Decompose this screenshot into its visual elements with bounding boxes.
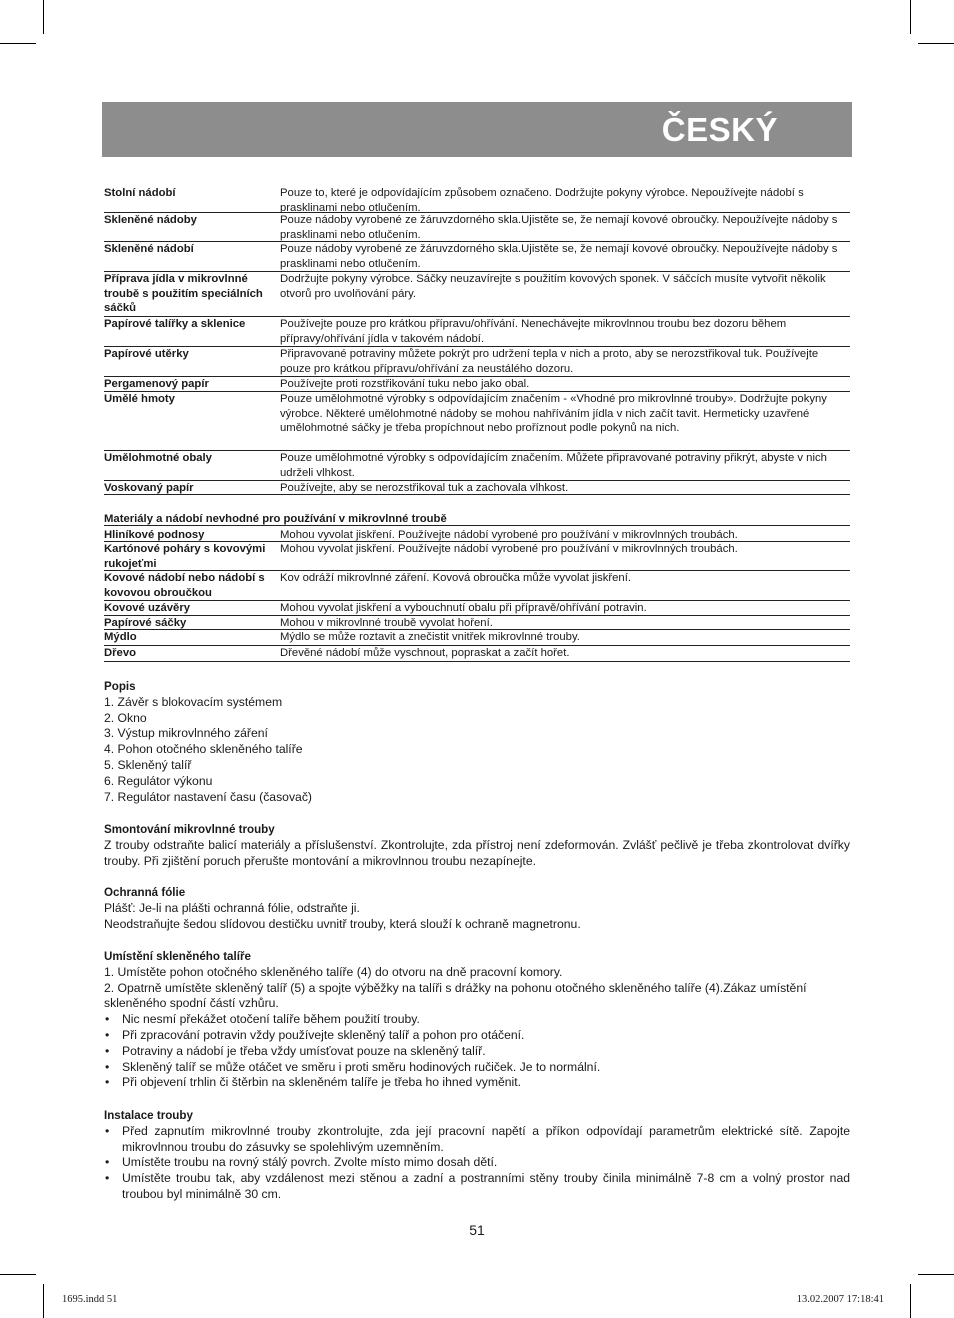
list-item-text: Nic nesmí překážet otočení talíře během použití trouby. (122, 1012, 420, 1027)
row-value: Mohou vyvolat jiskření a vybouchnutí obalu při přípravě/ohřívání potravin. (280, 602, 647, 614)
list-item (104, 1028, 850, 1044)
crop-mark (43, 0, 44, 34)
crop-mark (918, 43, 954, 44)
unsuitable-heading: Materiály a nádobí nevhodné pro používání v mikrovlnné troubě (104, 512, 850, 526)
list-item-text: Před zapnutím mikrovlnné trouby zkontrolujte, zda její pracovní napětí a příkon odpovídají parametrům elektrické sítě. Zapojte mikrovlnnou troubu do zásuvky se spolehlivým uzemněním. (122, 1123, 850, 1154)
table-row (104, 392, 850, 451)
section-heading: Umístění skleněného talíře (104, 950, 251, 963)
row-key: Příprava jídla v mikrovlnné troubě s použitím speciálních sáčků (104, 273, 263, 315)
list-item: 4. Pohon otočného skleněného talíře (104, 742, 303, 757)
page-title: ČESKÝ (661, 111, 778, 148)
table-row (104, 571, 850, 601)
list-item (104, 1060, 850, 1076)
row-key: Umělohmotné obaly (104, 452, 212, 464)
list-item (104, 1012, 850, 1028)
paragraph: 1. Umístěte pohon otočného skleněného talíře (4) do otvoru na dně pracovní komory. (104, 964, 563, 979)
table-row (104, 451, 850, 481)
paragraph: Plášť: Je-li na plášti ochranná fólie, odstraňte ji. (104, 900, 360, 915)
row-key: Pergamenový papír (104, 378, 209, 390)
bullet-icon: • (105, 1027, 110, 1042)
instalace-section (104, 1108, 850, 1203)
bullet-icon: • (105, 1123, 110, 1138)
row-value: Mýdlo se může roztavit a znečistit vnitřek mikrovlnné trouby. (280, 631, 580, 643)
unsuitable-materials-table (104, 528, 850, 662)
section-heading: Instalace trouby (104, 1109, 193, 1122)
row-key: Stolní nádobí (104, 187, 176, 199)
list-item-text: Skleněný talíř se může otáčet ve směru i proti směru hodinových ručiček. Je to normální. (122, 1059, 601, 1074)
table-row (104, 542, 850, 571)
table-row (104, 186, 850, 213)
row-value: Používejte proti rozstřikování tuku nebo jako obal. (280, 378, 530, 390)
table-row (104, 481, 850, 495)
row-value: Dřevěné nádobí může vyschnout, popraskat a začít hořet. (280, 647, 570, 659)
table-row (104, 601, 850, 616)
header-bar (102, 102, 852, 157)
popis-section (104, 679, 850, 805)
crop-mark (918, 1274, 954, 1275)
list-item: 3. Výstup mikrovlnného záření (104, 726, 268, 741)
row-value: Připravované potraviny můžete pokrýt pro udržení tepla v nich a proto, aby se nerozstřikoval tuk. Používejte pouze pro krátkou přípravu/ohřívání za neustálého dozoru. (280, 348, 819, 375)
table-row (104, 616, 850, 630)
row-value: Pouze umělohmotné výrobky s odpovídajícím značením - «Vhodné pro mikrovlnné trouby». Dodržujte pokyny výrobce. Některé umělohmotné nádoby se mohou nahříváním jídla v nich začít tavit. Hermeticky uzavřené umělohmotné sáčky je třeba propíchnout nebo proříznout podle pokynů na nich. (280, 393, 827, 435)
crop-mark (910, 0, 911, 34)
row-value: Dodržujte pokyny výrobce. Sáčky neuzavírejte s použitím kovových sponek. V sáčcích musíte vytvořit několik otvorů pro uvolňování páry. (280, 273, 826, 300)
crop-mark (910, 1284, 911, 1318)
row-key: Kartónové poháry s kovovými rukojeťmi (104, 543, 266, 570)
footer-file: 1695.indd 51 (62, 1294, 118, 1305)
list-item-text: Při zpracování potravin vždy používejte skleněný talíř a pohon pro otáčení. (122, 1027, 525, 1042)
list-item: 7. Regulátor nastavení času (časovač) (104, 789, 312, 804)
list-item (104, 1171, 850, 1203)
row-key: Umělé hmoty (104, 393, 175, 405)
row-value: Mohou vyvolat jiskření. Používejte nádobí vyrobené pro používání v mikrovlnných troubách. (280, 543, 738, 555)
table-row (104, 347, 850, 377)
bullet-icon: • (105, 1075, 110, 1090)
table-row (104, 646, 850, 662)
paragraph: 2. Opatrně umístěte skleněný talíř (5) a spojte výběžky na talíři s drážky na pohonu otočného skleněného talíře (4).Zákaz umístění skleněného spodní částí vzhůru. (104, 980, 807, 1011)
row-value: Pouze nádoby vyrobené ze žáruvzdorného skla.Ujistěte se, že nemají kovové obroučky. Nepoužívejte nádoby s prasklinami nebo otlučením. (280, 243, 838, 270)
table-row (104, 630, 850, 646)
row-key: Kovové nádobí nebo nádobí s kovovou obroučkou (104, 572, 265, 599)
bullet-list (104, 1012, 850, 1091)
table-row (104, 317, 850, 347)
table-row (104, 272, 850, 317)
row-key: Papírové talířky a sklenice (104, 318, 246, 330)
list-item: 2. Okno (104, 710, 147, 725)
row-value: Mohou v mikrovlnné troubě vyvolat hoření. (280, 617, 493, 629)
row-key: Skleněné nádoby (104, 214, 197, 226)
talir-section (104, 949, 850, 1091)
row-value: Mohou vyvolat jiskření. Používejte nádobí vyrobené pro používání v mikrovlnných troubách. (280, 529, 738, 541)
list-item-text: Při objevení trhlin či štěrbin na skleněném talíře je třeba ho ihned vyměnit. (122, 1075, 522, 1090)
list-item: 6. Regulátor výkonu (104, 773, 213, 788)
row-value: Používejte, aby se nerozstřikoval tuk a zachovala vlhkost. (280, 482, 569, 494)
row-key: Voskovaný papír (104, 482, 194, 494)
list-item-text: Umístěte troubu tak, aby vzdálenost mezi stěnou a zadní a postranními stěny trouby činila minimálně 7-8 cm a volný prostor nad troubou byl minimálně 30 cm. (122, 1171, 850, 1201)
suitable-materials-table (104, 186, 850, 495)
crop-mark (43, 1284, 44, 1318)
list-item (104, 1075, 850, 1091)
row-key: Mýdlo (104, 631, 137, 643)
montaz-section (104, 822, 850, 869)
row-key: Papírové sáčky (104, 617, 187, 629)
bullet-icon: • (105, 1059, 110, 1074)
row-key: Hliníkové podnosy (104, 529, 205, 541)
bullet-icon: • (105, 1043, 110, 1058)
bullet-icon: • (105, 1171, 110, 1186)
folie-section (104, 885, 850, 932)
crop-mark (0, 43, 36, 44)
list-item: 1. Závěr s blokovacím systémem (104, 694, 283, 709)
table-row (104, 213, 850, 242)
footer-timestamp: 13.02.2007 17:18:41 (796, 1294, 884, 1305)
bullet-icon: • (105, 1012, 110, 1027)
paragraph: Neodstraňujte šedou slídovou destičku uvnitř trouby, která slouží k ochraně magnetronu. (104, 916, 581, 931)
row-value: Používejte pouze pro krátkou přípravu/ohřívání. Nenechávejte mikrovlnnou troubu bez dozoru během přípravy/ohřívání jídla v takovém nádobí. (280, 318, 787, 345)
list-item-text: Umístěte troubu na rovný stálý povrch. Zvolte místo mimo dosah dětí. (122, 1155, 498, 1170)
row-key: Skleněné nádobí (104, 243, 194, 255)
row-value: Kov odráží mikrovlnné záření. Kovová obroučka může vyvolat jiskření. (280, 572, 631, 584)
row-value: Pouze nádoby vyrobené ze žáruvzdorného skla.Ujistěte se, že nemají kovové obroučky. Nepoužívejte nádoby s prasklinami nebo otlučením. (280, 214, 838, 241)
row-value: Pouze to, které je odpovídajícím způsobem označeno. Dodržujte pokyny výrobce. Nepoužívejte nádobí s prasklinami nebo otlučením. (280, 187, 804, 213)
bullet-list (104, 1124, 850, 1203)
section-heading: Smontování mikrovlnné trouby (104, 823, 275, 836)
page-number: 51 (469, 1222, 485, 1238)
list-item (104, 1155, 850, 1171)
row-key: Dřevo (104, 647, 137, 659)
list-item (104, 1124, 850, 1156)
table-row (104, 377, 850, 392)
list-item: 5. Skleněný talíř (104, 757, 192, 772)
list-item-text: Potraviny a nádobí je třeba vždy umísťovat pouze na skleněný talíř. (122, 1043, 486, 1058)
table-row (104, 528, 850, 542)
table-row (104, 242, 850, 272)
section-heading: Ochranná fólie (104, 886, 186, 899)
paragraph: Z trouby odstraňte balicí materiály a příslušenství. Zkontrolujte, zda přístroj není zdeformován. Zvlášť pečlivě je třeba zkontrolovat dvířky trouby. Při zjištění poruch přerušte montování a mikrovlnnou troubu nezapínejte. (104, 837, 850, 868)
row-value: Pouze umělohmotné výrobky s odpovídajícím značením. Můžete připravované potraviny přikrýt, abyste v nich udrželi vlhkost. (280, 452, 827, 479)
bullet-icon: • (105, 1155, 110, 1170)
row-key: Papírové utěrky (104, 348, 189, 360)
section-heading: Popis (104, 680, 136, 693)
crop-mark (0, 1274, 36, 1275)
row-key: Kovové uzávěry (104, 602, 191, 614)
list-item (104, 1044, 850, 1060)
